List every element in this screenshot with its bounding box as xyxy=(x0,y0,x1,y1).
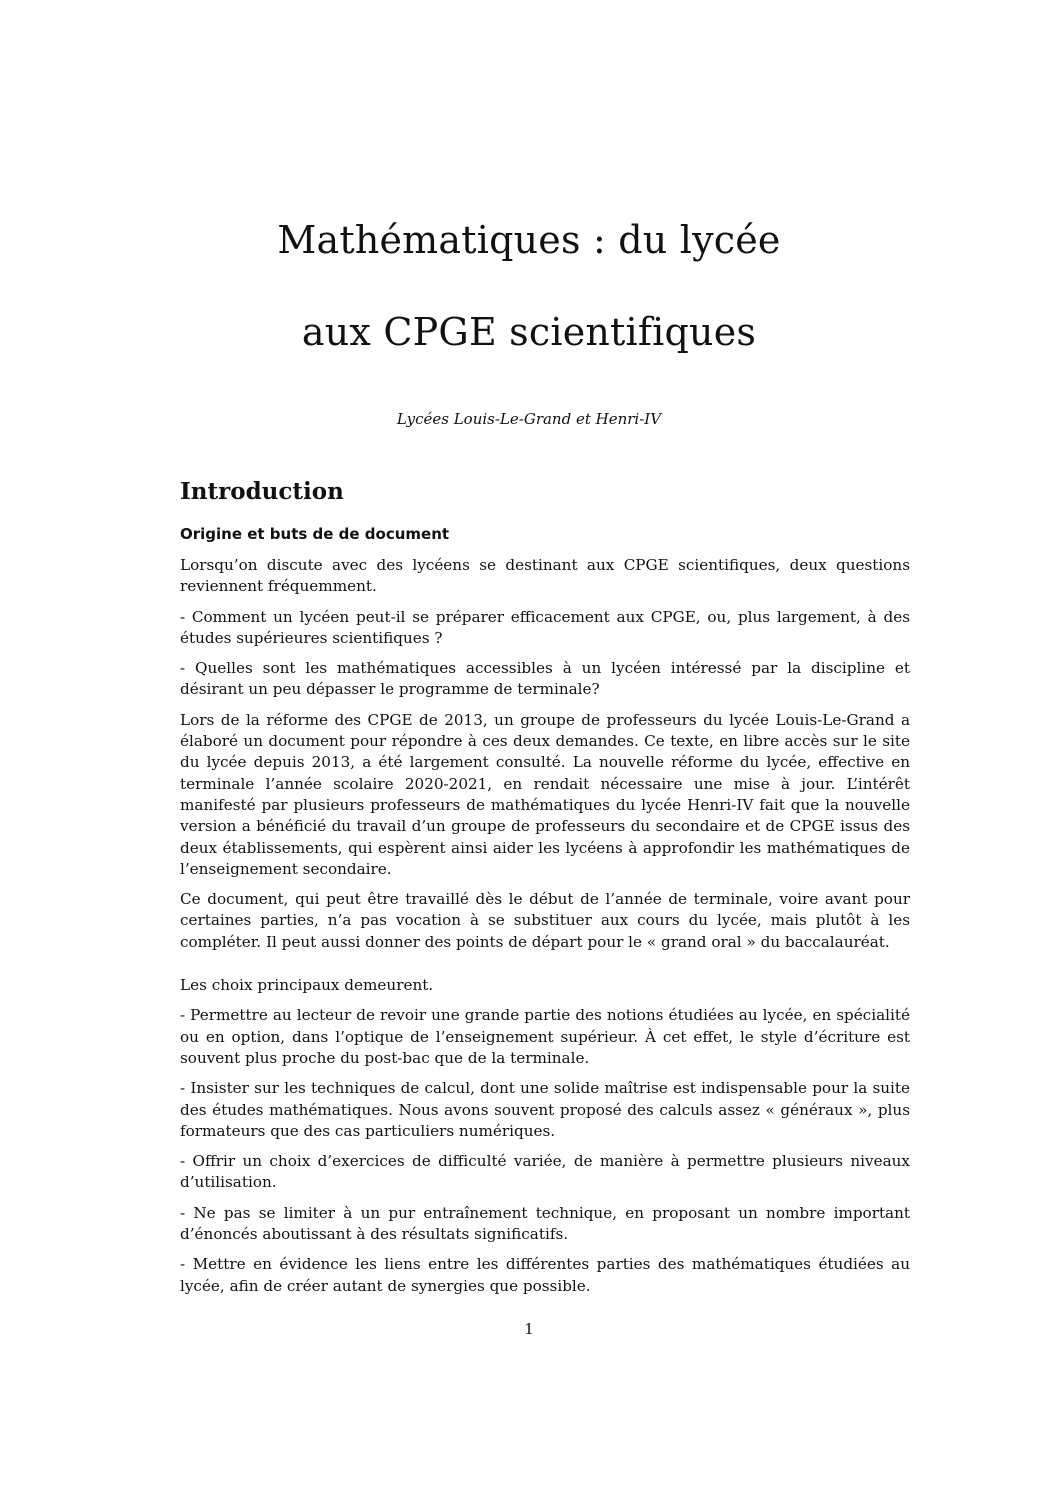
paragraph: - Offrir un choix d’exercices de difficulté variée, de manière à permettre plusieurs niveaux d’utilisation. xyxy=(180,1152,910,1192)
document-title-line-1: Mathématiques : du lycée xyxy=(277,218,781,262)
document-title-line-2: aux CPGE scientifiques xyxy=(301,310,757,354)
paragraph: - Insister sur les techniques de calcul, dont une solide maîtrise est indispensable pour la suite des études mathématiques. Nous avons souvent proposé des calculs assez « généraux », plus formateurs que des cas particuliers numériques. xyxy=(180,1079,910,1140)
paragraph: Les choix principaux demeurent. xyxy=(180,976,434,995)
paragraph: - Quelles sont les mathématiques accessibles à un lycéen intéressé par la discipline et désirant un peu dépasser le programme de terminale? xyxy=(180,659,910,699)
paragraph: Ce document, qui peut être travaillé dès le début de l’année de terminale, voire avant pour certaines parties, n’a pas vocation à se substituer aux cours du lycée, mais plutôt à les compléter. Il peut aussi donner des points de départ pour le « grand oral » du baccalauréat. xyxy=(180,890,910,951)
document-body xyxy=(180,478,910,1306)
paragraph: - Ne pas se limiter à un pur entraînement technique, en proposant un nombre important d’énoncés aboutissant à des résultats significatifs. xyxy=(180,1203,910,1244)
paragraph: - Permettre au lecteur de revoir une grande partie des notions étudiées au lycée, en spécialité ou en option, dans l’optique de l’enseignement supérieur. À cet effet, le style d’écriture est souvent plus proche du post-bac que de la terminale. xyxy=(180,1006,910,1067)
paragraph: Lorsqu’on discute avec des lycéens se destinant aux CPGE scientifiques, deux questions reviennent fréquemment. xyxy=(180,556,910,596)
paragraph: Lors de la réforme des CPGE de 2013, un groupe de professeurs du lycée Louis-Le-Grand a élaboré un document pour répondre à ces deux demandes. Ce texte, en libre accès sur le site du lycée depuis 2013, a été largement consulté. La nouvelle réforme du lycée, effective en terminale l’année scolaire 2020-2021, en rendait nécessaire une mise à jour. L’intérêt manifesté par plusieurs professeurs de mathématiques du lycée Henri-IV fait que la nouvelle version a bénéficié du travail d’un groupe de professeurs du secondaire et de CPGE issus des deux établissements, qui espèrent ainsi aider les lycéens à approfondir les mathématiques de l’enseignement secondaire. xyxy=(180,710,910,878)
page-number: 1 xyxy=(524,1320,534,1338)
document-subtitle: Lycées Louis-Le-Grand et Henri-IV xyxy=(396,410,662,428)
paragraph: - Comment un lycéen peut-il se préparer efficacement aux CPGE, ou, plus largement, à des études supérieures scientifiques ? xyxy=(180,607,910,647)
paragraph: - Mettre en évidence les liens entre les différentes parties des mathématiques étudiées au lycée, afin de créer autant de synergies que possible. xyxy=(180,1255,910,1295)
subsection-heading: Origine et buts de de document xyxy=(180,525,450,543)
section-heading: Introduction xyxy=(180,478,344,505)
